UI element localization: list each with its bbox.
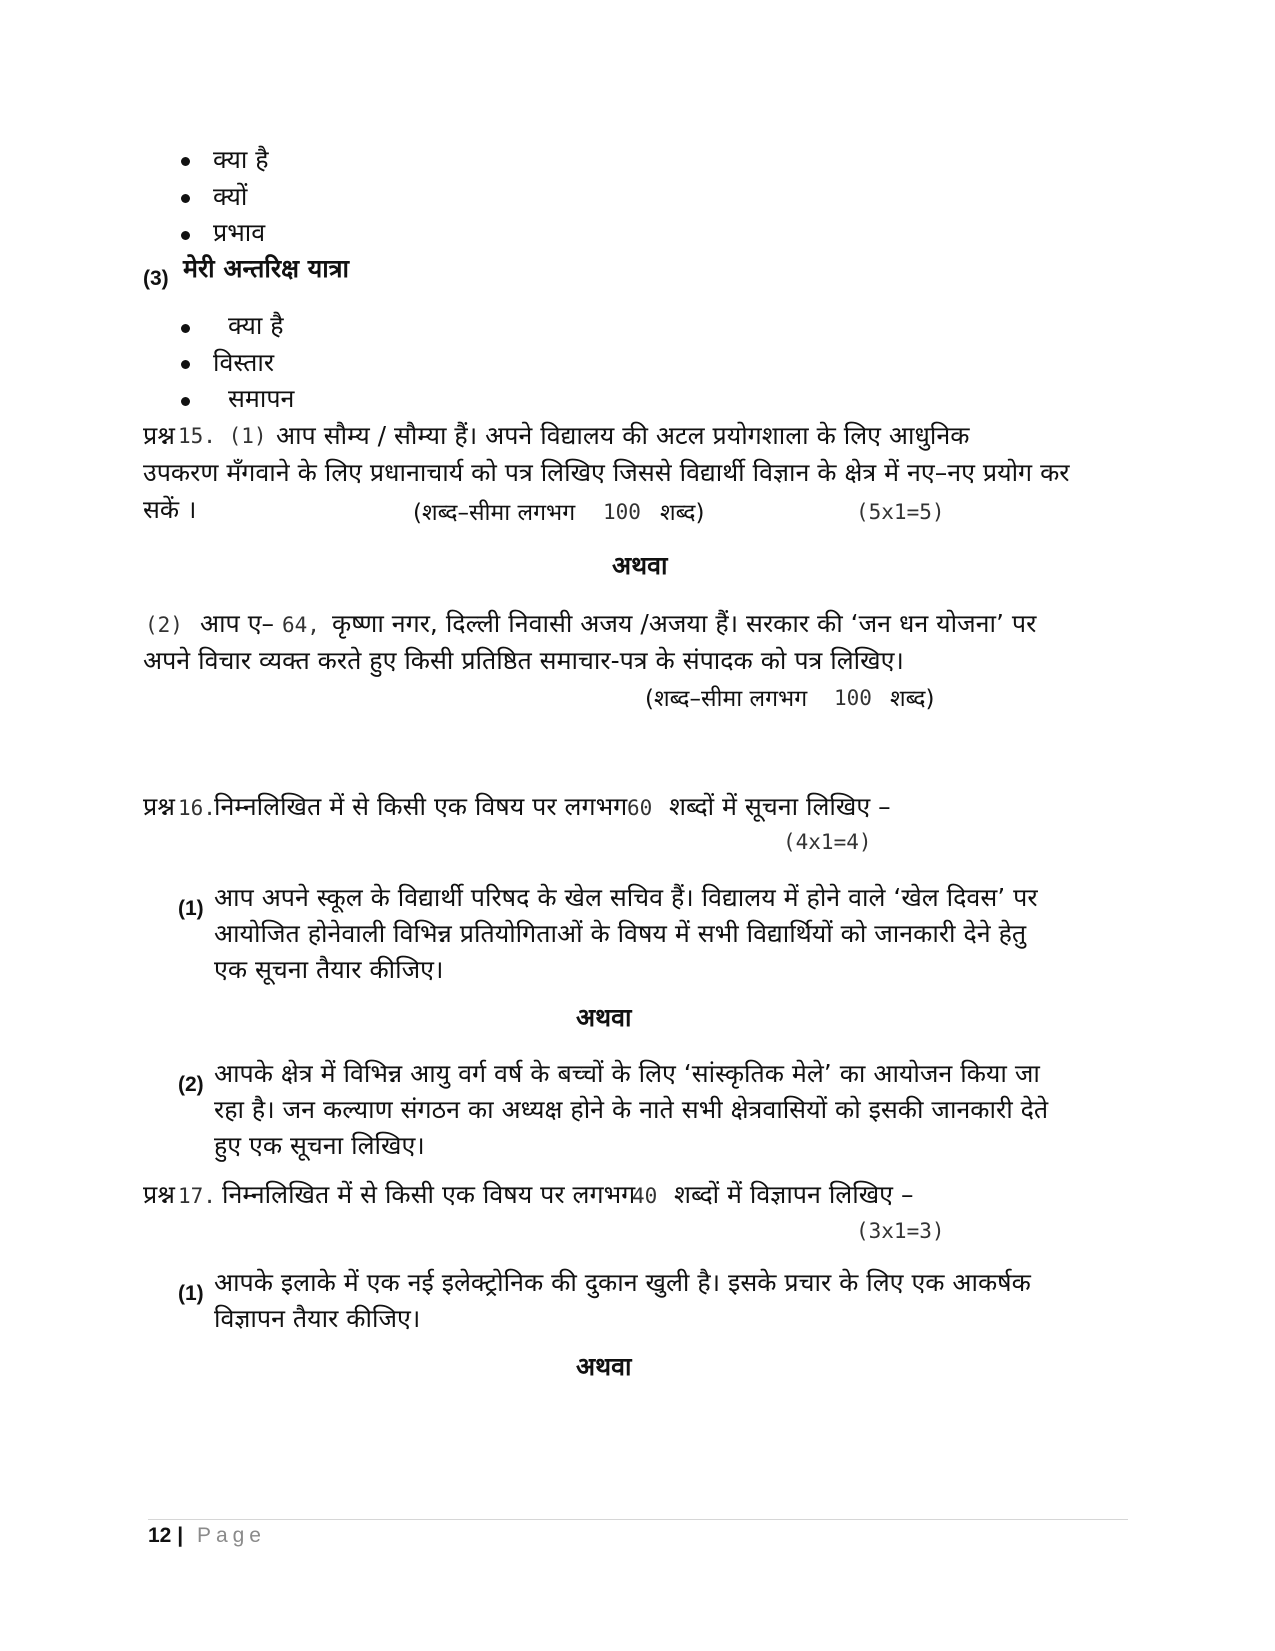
option-number: (1) xyxy=(178,1282,204,1305)
bullet-icon xyxy=(181,360,190,369)
option-text: रहा है। जन कल्याण संगठन का अध्यक्ष होने के नाते सभी क्षेत्रवासियों को इसकी जानकारी देते xyxy=(214,1095,1049,1124)
question-text: निम्नलिखित में से किसी एक विषय पर लगभग xyxy=(222,1180,636,1209)
question-text: शब्दों में विज्ञापन लिखिए – xyxy=(674,1180,914,1209)
option-text: आपके इलाके में एक नई इलेक्ट्रोनिक की दुकान खुली है। इसके प्रचार के लिए एक आकर्षक xyxy=(214,1268,1031,1297)
page-number: 12 xyxy=(148,1524,172,1547)
bullet-icon xyxy=(181,157,190,166)
marks: (3x1=3) xyxy=(856,1219,945,1243)
topic-number: (3) xyxy=(143,267,169,290)
option-text: हुए एक सूचना लिखिए। xyxy=(214,1131,425,1160)
question-text: सकें । xyxy=(143,495,197,524)
footer-separator: | xyxy=(177,1524,184,1547)
marks: (4x1=4) xyxy=(783,830,872,854)
question-text: निम्नलिखित में से किसी एक विषय पर लगभग xyxy=(214,792,628,821)
option-text: एक सूचना तैयार कीजिए। xyxy=(214,955,444,984)
or-separator: अथवा xyxy=(612,551,668,580)
list-item: क्या है xyxy=(228,311,284,340)
option-number: (2) xyxy=(178,1073,204,1096)
list-item: विस्तार xyxy=(213,348,275,377)
word-count: 60 xyxy=(627,796,653,820)
page-footer xyxy=(148,1524,266,1548)
question-number: 15. (1) xyxy=(178,424,267,448)
question-number: 17. xyxy=(178,1184,216,1208)
footer-divider xyxy=(148,1519,1128,1520)
option-text: आपके क्षेत्र में विभिन्न आयु वर्ग वर्ष के बच्चों के लिए ‘सांस्कृतिक मेले’ का आयोजन किया जा xyxy=(214,1059,1040,1088)
list-item: क्यों xyxy=(213,182,248,211)
option-number: (1) xyxy=(178,897,204,920)
word-limit: शब्द) xyxy=(660,500,705,526)
question-text: उपकरण मँगवाने के लिए प्रधानाचार्य को पत्र लिखिए जिससे विद्यार्थी विज्ञान के क्षेत्र में नए–नए प्रयोग कर xyxy=(143,458,1070,487)
word-count: 40 xyxy=(632,1184,658,1208)
option-text: अपने विचार व्यक्त करते हुए किसी प्रतिष्ठित समाचार-पत्र के संपादक को पत्र लिखिए। xyxy=(143,646,904,675)
word-limit: शब्द) xyxy=(890,686,935,712)
or-separator: अथवा xyxy=(576,1352,632,1381)
marks: (5x1=5) xyxy=(856,500,945,524)
word-limit: (शब्द–सीमा लगभग xyxy=(645,686,808,712)
question-prefix: प्रश्न xyxy=(143,792,175,821)
or-separator: अथवा xyxy=(576,1003,632,1032)
bullet-icon xyxy=(181,397,190,406)
word-limit-number: 100 xyxy=(603,500,641,524)
page-label: Page xyxy=(196,1524,266,1547)
question-text: आप सौम्य / सौम्या हैं। अपने विद्यालय की अटल प्रयोगशाला के लिए आधुनिक xyxy=(276,421,970,450)
option-text: विज्ञापन तैयार कीजिए। xyxy=(214,1304,421,1333)
bullet-icon xyxy=(181,231,190,240)
option-text: आप ए– xyxy=(200,609,275,638)
word-limit: (शब्द–सीमा लगभग xyxy=(413,500,576,526)
question-number: 16. xyxy=(178,796,216,820)
list-item: प्रभाव xyxy=(213,218,266,247)
question-text: शब्दों में सूचना लिखिए – xyxy=(669,792,891,821)
option-text: आयोजित होनेवाली विभिन्न प्रतियोगिताओं के विषय में सभी विद्यार्थियों को जानकारी देने हेतु xyxy=(214,919,1027,948)
word-limit-number: 100 xyxy=(834,686,872,710)
question-prefix: प्रश्न xyxy=(143,421,175,450)
topic-title: मेरी अन्तरिक्ष यात्रा xyxy=(183,254,349,283)
option-text: आप अपने स्कूल के विद्यार्थी परिषद के खेल सचिव हैं। विद्यालय में होने वाले ‘खेल दिवस’ पर xyxy=(214,883,1038,912)
option-text: कृष्णा नगर, दिल्ली निवासी अजय /अजया हैं। सरकार की ‘जन धन योजना’ पर xyxy=(332,609,1037,638)
bullet-icon xyxy=(181,324,190,333)
list-item: समापन xyxy=(228,384,295,413)
option-number: (2) xyxy=(145,613,183,637)
question-prefix: प्रश्न xyxy=(143,1180,175,1209)
list-item: क्या है xyxy=(213,145,269,174)
option-number: 64, xyxy=(282,613,320,637)
bullet-icon xyxy=(181,194,190,203)
